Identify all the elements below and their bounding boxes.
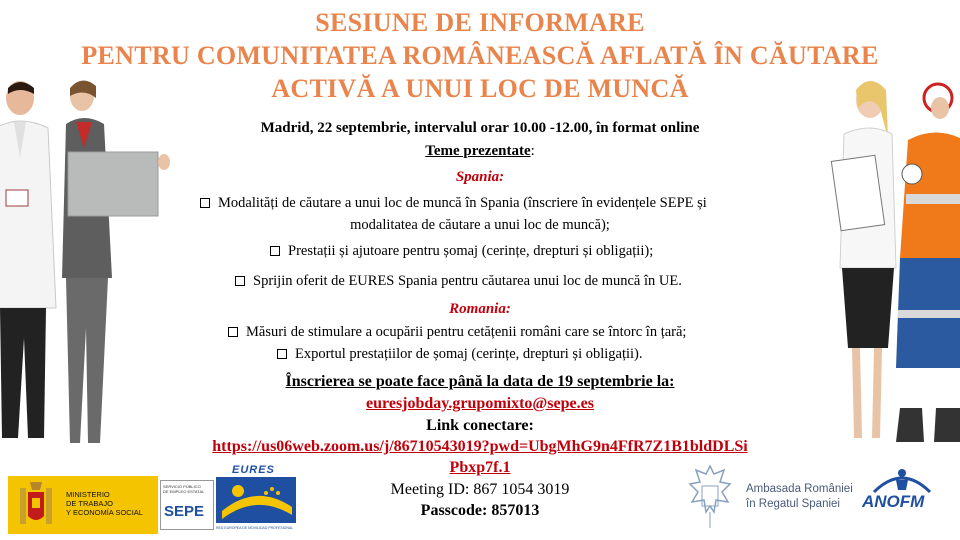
spain-item-2 <box>270 243 653 260</box>
title-line-2: PENTRU COMUNITATEA ROMÂNEASCĂ AFLATĂ ÎN CĂUTARE <box>81 41 879 70</box>
doctor-figure <box>0 81 56 438</box>
anofm-logo <box>858 468 948 518</box>
link-label: Link conectare: <box>426 417 534 434</box>
ambasada-line-1: Ambasada României <box>746 483 853 495</box>
sepe-logo <box>160 480 214 530</box>
romania-heading: Romania: <box>449 301 511 317</box>
zoom-meeting-link[interactable]: https://us06web.zoom.us/j/86710543019?pwd=UbgMhG9n4FfR7Z1B1bldDLSi <box>212 438 748 455</box>
romania-item-2-text: Exportul prestațiilor de șomaj (cerințe, drepturi și obligații). <box>295 346 643 362</box>
romania-item-1 <box>228 324 686 341</box>
checkbox-bullet-icon <box>235 276 245 286</box>
spain-item-1-line-2: modalitatea de căutare a unui loc de muncă); <box>350 217 610 233</box>
title-line-1: SESIUNE DE INFORMARE <box>315 8 645 37</box>
ambasada-line-2: în Regatul Spaniei <box>746 498 840 510</box>
event-details: Madrid, 22 septembrie, intervalul orar 10.00 -12.00, în format online <box>260 120 700 136</box>
eures-logo <box>216 464 300 534</box>
checkbox-bullet-icon <box>270 246 280 256</box>
spain-item-1 <box>200 195 707 212</box>
topics-heading <box>170 143 790 160</box>
romania-coat-of-arms-icon <box>684 462 736 532</box>
eures-text: EURES <box>232 464 275 476</box>
spain-item-1-line-1: Modalități de căutare a unui loc de muncă în Spania (înscriere în evidențele SEPE și <box>218 195 707 211</box>
ambasada-logo <box>746 482 853 512</box>
businesswoman-figure <box>62 80 170 443</box>
checkbox-bullet-icon <box>200 198 210 208</box>
romania-item-2 <box>277 346 643 363</box>
topics-colon: : <box>530 143 535 159</box>
romania-item-1-text: Măsuri de stimulare a ocupării pentru cetățenii români care se întorc în țară; <box>246 324 687 340</box>
sepe-text: SEPE <box>164 503 205 520</box>
checkbox-bullet-icon <box>228 327 238 337</box>
people-illustration-left <box>0 78 180 458</box>
topics-label: Teme prezentate <box>425 143 531 159</box>
spain-item-2-text: Prestații și ajutoare pentru șomaj (cerințe, drepturi și obligații); <box>288 243 654 259</box>
anofm-text: ANOFM <box>862 492 925 511</box>
zoom-url-line-1 <box>120 438 840 456</box>
meeting-id: Meeting ID: 867 1054 3019 <box>390 481 570 498</box>
ministerio-line-3: Y ECONOMÍA SOCIAL <box>66 508 143 517</box>
ministerio-line-1: MINISTERIO <box>66 490 110 499</box>
registration-email-link[interactable]: euresjobday.grupomixto@sepe.es <box>366 395 594 412</box>
people-illustration-right <box>826 78 960 448</box>
sepe-small-2: DE EMPLEO ESTATAL <box>163 489 205 494</box>
registration-text: Înscrierea se poate face până la data de 19 septembrie la: <box>285 373 675 390</box>
eures-emblem-icon <box>216 477 296 527</box>
zoom-meeting-link-continued[interactable]: Pbxp7f.1 <box>449 459 511 476</box>
ministerio-line-2: DE TRABAJO <box>66 499 113 508</box>
title-line-3: ACTIVĂ A UNUI LOC DE MUNCĂ <box>271 74 689 103</box>
spain-item-3-text: Sprijin oferit de EURES Spania pentru căutarea unui loc de muncă în UE. <box>253 273 682 289</box>
email-line <box>170 395 790 413</box>
spain-coat-of-arms-icon <box>12 478 60 532</box>
woman-with-clipboard-figure <box>831 81 896 438</box>
passcode: Passcode: 857013 <box>420 502 540 519</box>
spain-item-3 <box>235 273 682 290</box>
spain-heading: Spania: <box>455 169 505 185</box>
ministerio-logo <box>8 476 158 534</box>
checkbox-bullet-icon <box>277 349 287 359</box>
sepe-small-1: SERVICIO PÚBLICO <box>163 484 201 489</box>
anofm-emblem-icon <box>872 468 932 494</box>
eures-tagline: RED EUROPEA DE MOVILIDAD PROFESIONAL <box>216 526 294 530</box>
construction-worker-figure <box>896 84 960 442</box>
